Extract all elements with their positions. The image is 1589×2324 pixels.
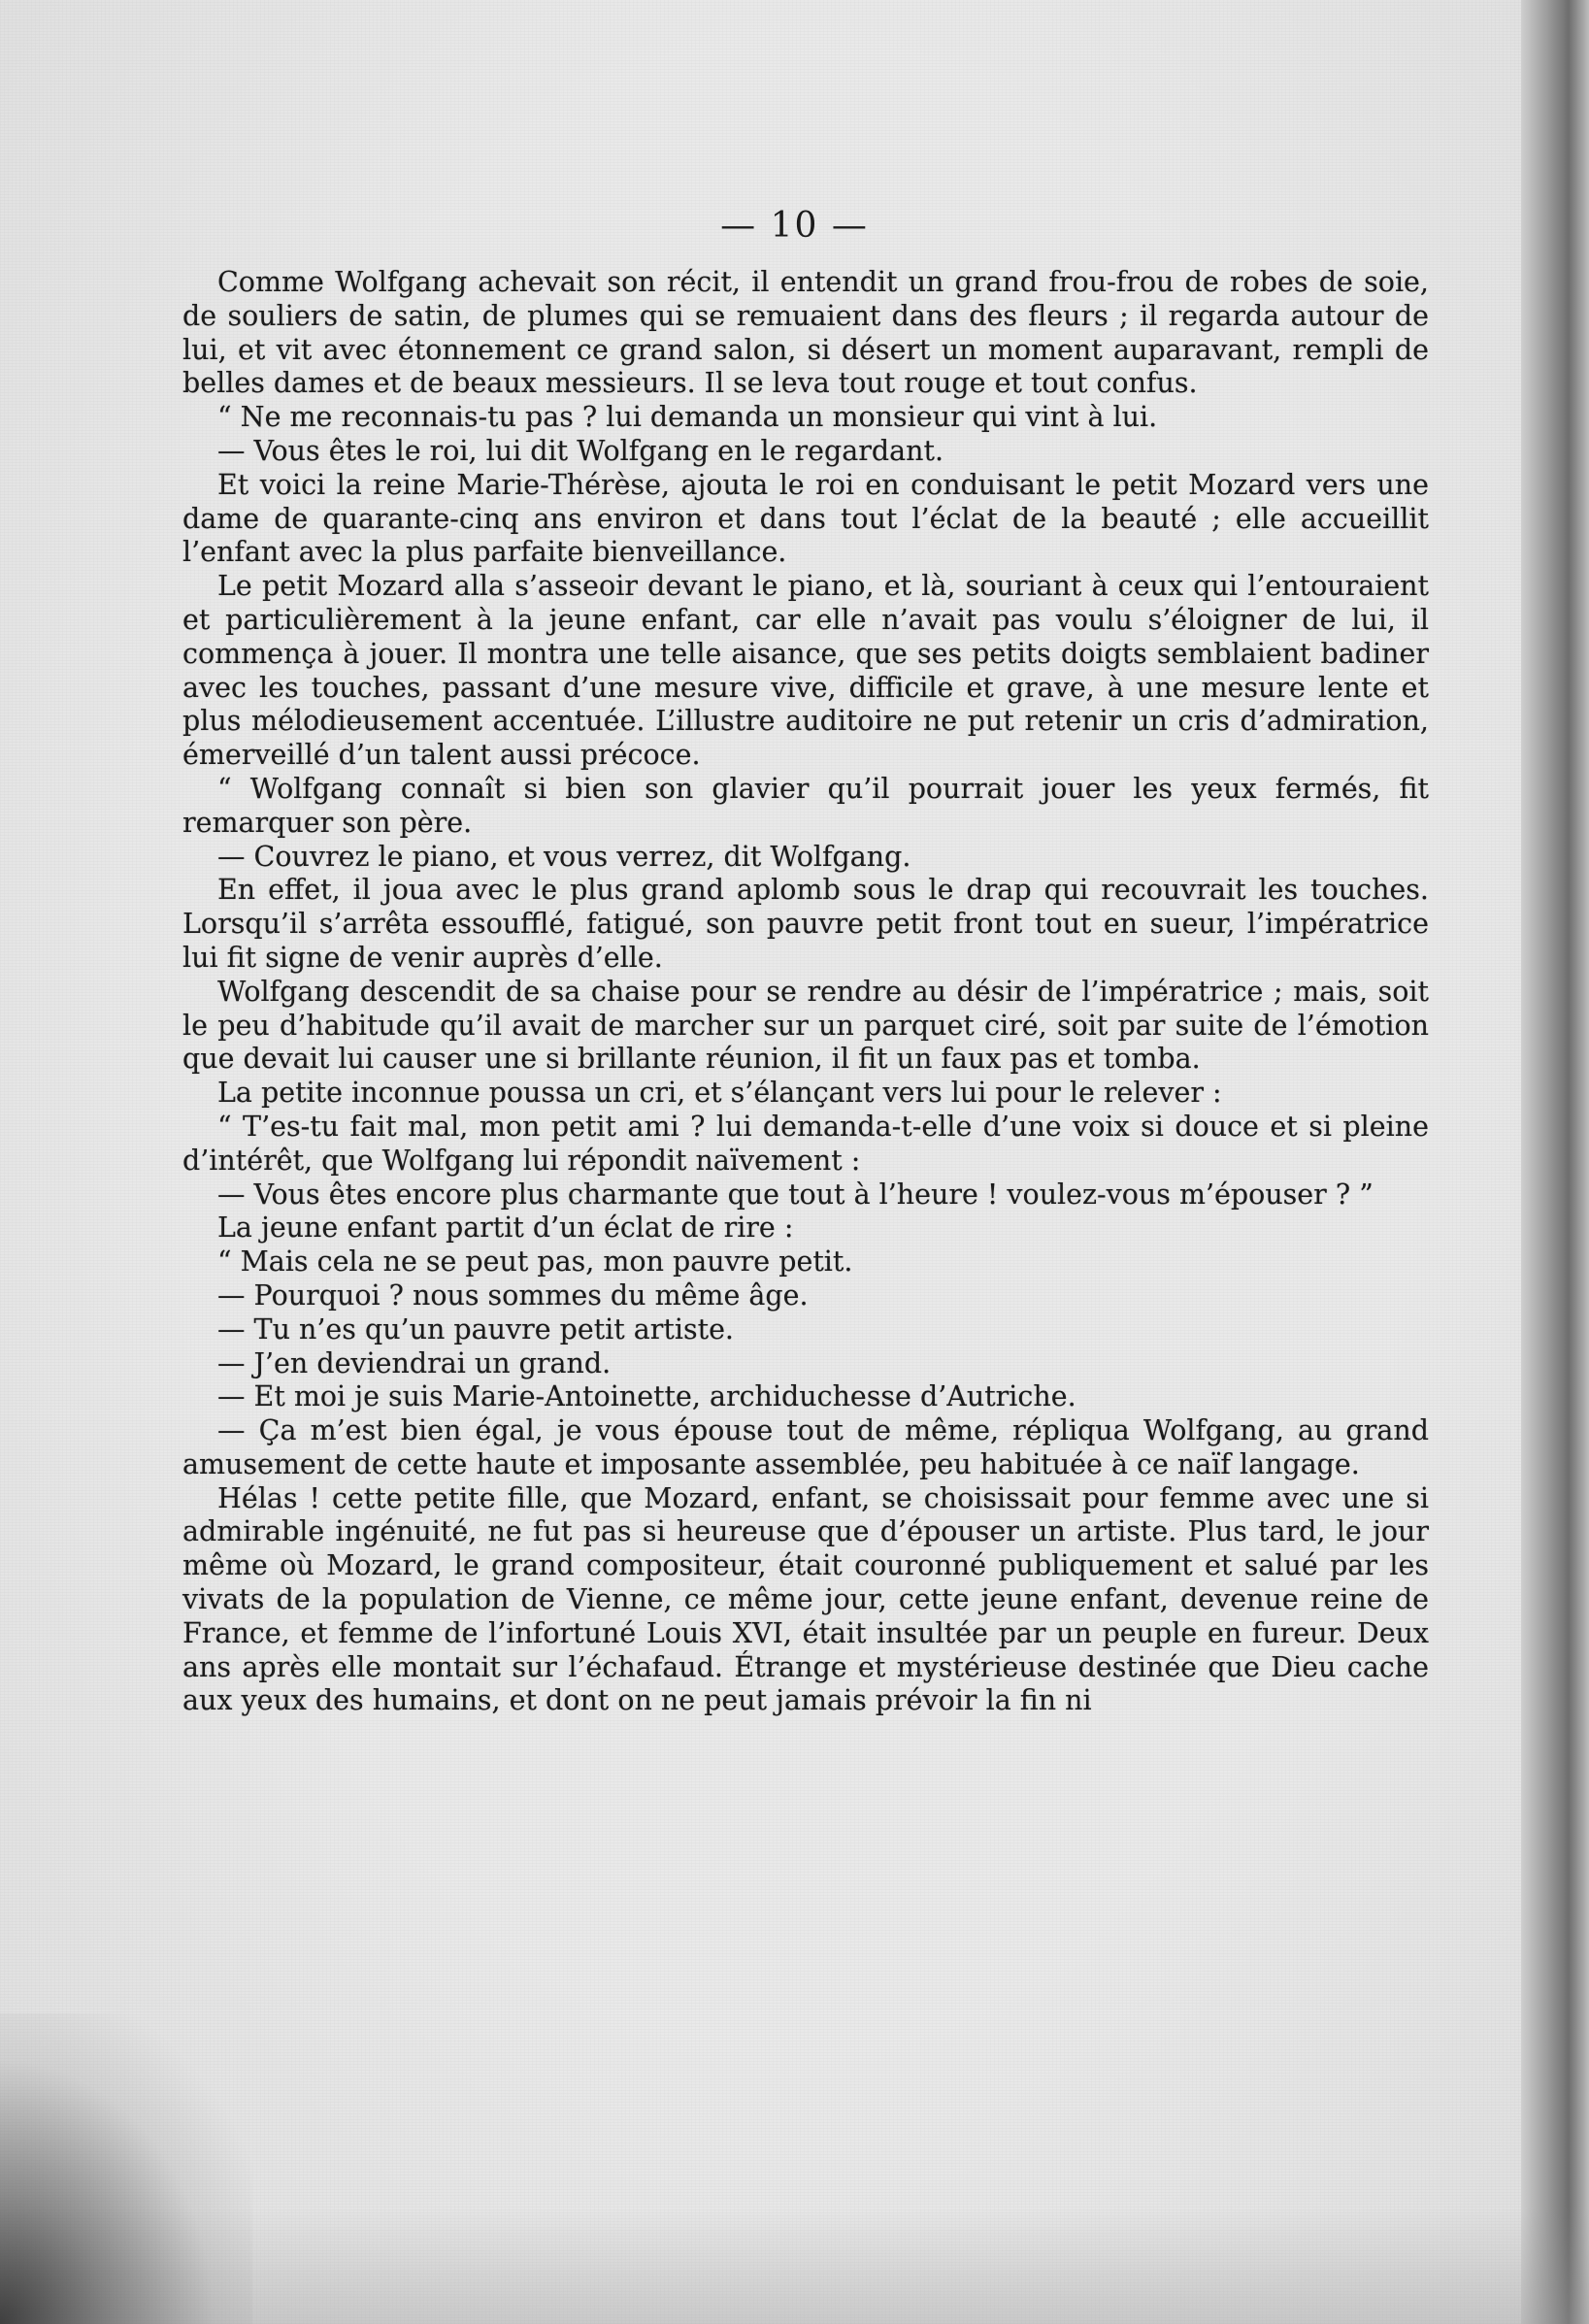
paragraph-7: — Couvrez le piano, et vous verrez, dit Wolfgang. bbox=[217, 840, 911, 873]
paragraph-11: “ T’es-tu fait mal, mon petit ami ? lui demanda-t-elle d’une voix si douce et si pleine d’intérêt, que Wolfgang lui répondit naïvement : bbox=[182, 1110, 1429, 1177]
corner-shadow bbox=[0, 2013, 252, 2324]
paragraph-8: En effet, il joua avec le plus grand aplomb sous le drap qui recouvrait les touches. Lorsqu’il s’arrêta essoufflé, fatigué, son pauvre petit front tout en sueur, l’impératrice lui fit signe de venir auprès d’elle. bbox=[182, 874, 1429, 974]
paragraph-18: — Et moi je suis Marie-Antoinette, archiduchesse d’Autriche. bbox=[217, 1380, 1076, 1413]
paragraph-17: — J’en deviendrai un grand. bbox=[217, 1346, 612, 1379]
paragraph-19: — Ça m’est bien égal, je vous épouse tout de même, répliqua Wolfgang, au grand amusement de cette haute et imposante assemblée, peu habituée à ce naïf langage. bbox=[182, 1414, 1429, 1480]
body-text bbox=[182, 266, 1429, 1718]
paragraph-6: “ Wolfgang connaît si bien son glavier qu’il pourrait jouer les yeux fermés, fit remarquer son père. bbox=[182, 772, 1429, 839]
page-number: — 10 — bbox=[720, 206, 869, 246]
paragraph-3: — Vous êtes le roi, lui dit Wolfgang en le regardant. bbox=[217, 434, 944, 467]
paragraph-13: La jeune enfant partit d’un éclat de rire : bbox=[217, 1212, 794, 1245]
paragraph-2: “ Ne me reconnais-tu pas ? lui demanda un monsieur qui vint à lui. bbox=[217, 401, 1158, 434]
paragraph-12: — Vous êtes encore plus charmante que tout à l’heure ! voulez-vous m’épouser ? ” bbox=[217, 1178, 1374, 1211]
paragraph-10: La petite inconnue poussa un cri, et s’élançant vers lui pour le relever : bbox=[217, 1077, 1222, 1110]
paragraph-20: Hélas ! cette petite fille, que Mozard, enfant, se choisissait pour femme avec une si admirable ingénuité, ne fut pas si heureuse que d’épouser un artiste. Plus tard, le jour même où Mozard, le grand compositeur, était couronné publiquement et salué par les vivats de la population de Vienne, ce même jour, cette jeune enfant, devenue reine de France, et femme de l’infortuné Louis XVI, était insultée par un peuple en fureur. Deux ans après elle montait sur l’échafaud. Étrange et mystérieuse destinée que Dieu cache aux yeux des humains, et dont on ne peut jamais prévoir la fin ni bbox=[182, 1481, 1429, 1717]
paragraph-16: — Tu n’es qu’un pauvre petit artiste. bbox=[217, 1312, 734, 1345]
book-binding-edge bbox=[1521, 0, 1589, 2324]
paragraph-14: “ Mais cela ne se peut pas, mon pauvre petit. bbox=[217, 1245, 853, 1278]
paragraph-15: — Pourquoi ? nous sommes du même âge. bbox=[217, 1278, 809, 1311]
paragraph-5: Le petit Mozard alla s’asseoir devant le piano, et là, souriant à ceux qui l’entouraient et particulièrement à la jeune enfant, car elle n’avait pas voulu s’éloigner de lui, il commença à jouer. Il montra une telle aisance, que ses petits doigts semblaient badiner avec les touches, passant d’une mesure vive, difficile et grave, à une mesure lente et plus mélodieusement accentuée. L’illustre auditoire ne put retenir un cris d’admiration, émerveillé d’un talent aussi précoce. bbox=[182, 570, 1429, 772]
paragraph-1: Comme Wolfgang achevait son récit, il entendit un grand frou-frou de robes de soie, de souliers de satin, de plumes qui se remuaient dans des fleurs ; il regarda autour de lui, et vit avec étonnement ce grand salon, si désert un moment auparavant, rempli de belles dames et de beaux messieurs. Il se leva tout rouge et tout confus. bbox=[182, 266, 1429, 400]
paragraph-9: Wolfgang descendit de sa chaise pour se rendre au désir de l’impératrice ; mais, soit le peu d’habitude qu’il avait de marcher sur un parquet ciré, soit par suite de l’émotion que devait lui causer une si brillante réunion, il fit un faux pas et tomba. bbox=[182, 975, 1429, 1076]
paragraph-4: Et voici la reine Marie-Thérèse, ajouta le roi en conduisant le petit Mozard vers une dame de quarante-cinq ans environ et dans tout l’éclat de la beauté ; elle accueillit l’enfant avec la plus parfaite bienveillance. bbox=[182, 468, 1429, 569]
